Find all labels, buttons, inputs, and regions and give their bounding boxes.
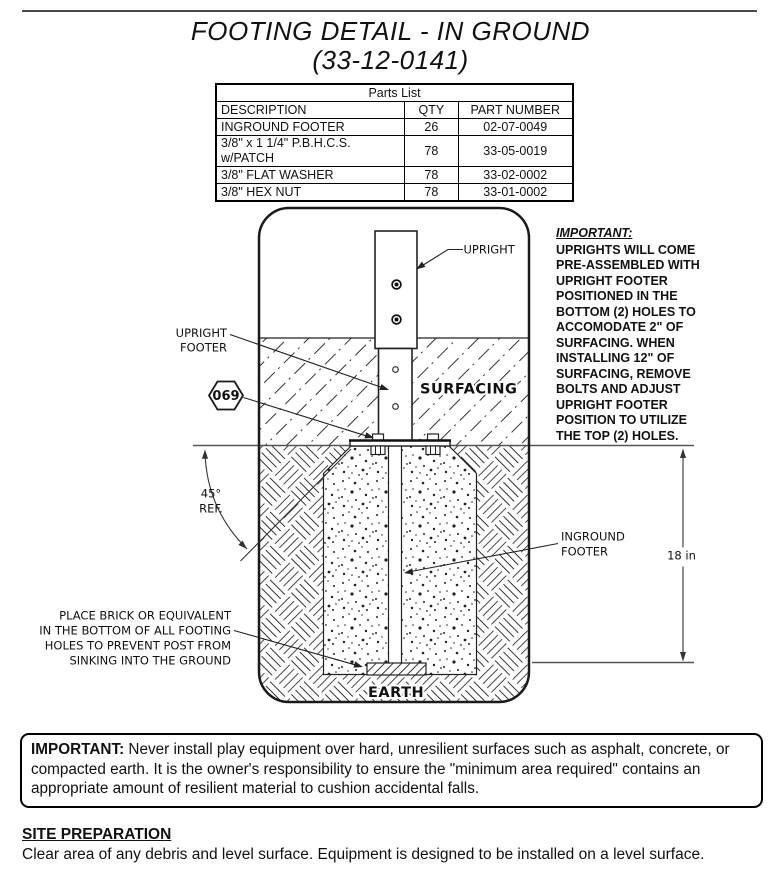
warning-text: Never install play equipment over hard, unresilient surfaces such as asphalt, concrete, or compacted earth. It is the owner's responsibility to ensure the "minimum area required" contains an appropriate amount of resilient material to cushion accidental falls.: [31, 741, 730, 797]
important-note-line: INSTALLING 12" OF: [556, 351, 675, 365]
surfacing-label: SURFACING: [420, 381, 518, 398]
angle-label-line2: REF.: [199, 501, 223, 516]
brick-note-line1: PLACE BRICK OR EQUIVALENT: [59, 608, 231, 623]
important-note-line: UPRIGHTS WILL COME: [556, 242, 696, 257]
page-subtitle: (33-12-0141): [312, 45, 469, 75]
table-cell-description: 3/8" x 1 1/4" P.B.H.C.S. w/PATCH: [216, 136, 405, 167]
important-note-line: POSITIONED IN THE: [556, 289, 678, 303]
upright-leader: [416, 250, 463, 270]
table-cell-part-number: 33-01-0002: [458, 184, 573, 202]
warning-label: IMPORTANT:: [31, 741, 125, 758]
upright-footer-part: [379, 349, 413, 446]
table-cell-qty: 78: [405, 184, 458, 202]
important-note-line: BOTTOM (2) HOLES TO: [556, 304, 696, 319]
upright-footer-label-line1: UPRIGHT: [175, 326, 227, 340]
important-note-line: SURFACING. WHEN: [556, 335, 675, 350]
important-note-line: BOLTS AND ADJUST: [556, 382, 681, 396]
important-note-line: ACCOMODATE 2" OF: [556, 320, 684, 334]
table-cell-qty: 78: [405, 136, 458, 167]
column-header-qty: QTY: [405, 102, 458, 119]
inground-footer-label-line1: INGROUND: [561, 529, 625, 544]
site-preparation-body: Clear area of any debris and level surface. Equipment is designed to be installed on a level surface.: [22, 846, 705, 863]
table-cell-part-number: 33-02-0002: [458, 167, 573, 184]
important-note-line: UPRIGHT FOOTER: [556, 397, 668, 412]
table-cell-description: INGROUND FOOTER: [216, 119, 405, 136]
table-title: Parts List: [216, 84, 573, 102]
depth-dimension-label: 18 in: [667, 548, 696, 563]
angle-label-line1: 45°: [200, 486, 222, 501]
table-cell-description: 3/8" FLAT WASHER: [216, 167, 405, 184]
important-note-line: PRE-ASSEMBLED WITH: [556, 258, 700, 272]
page-title: FOOTING DETAIL - IN GROUND: [190, 16, 591, 46]
table-cell-qty: 26: [405, 119, 458, 136]
warning-box: [20, 733, 763, 808]
important-note-line: UPRIGHT FOOTER: [556, 273, 668, 288]
upright-post: [375, 231, 417, 349]
column-header-part-number: PART NUMBER: [458, 102, 573, 119]
upright-footer-label-line2: FOOTER: [180, 340, 227, 355]
brick-note-line3: HOLES TO PREVENT POST FROM: [44, 638, 231, 653]
important-note: [556, 226, 708, 444]
inground-footer-label-line2: FOOTER: [561, 544, 608, 559]
important-note-line: POSITION TO UTILIZE: [556, 413, 688, 427]
column-header-description: DESCRIPTION: [216, 102, 405, 119]
table-cell-part-number: 02-07-0049: [458, 119, 573, 136]
table-cell-description: 3/8" HEX NUT: [216, 184, 405, 202]
earth-label: EARTH: [368, 685, 425, 701]
brick-hatch: [367, 663, 426, 675]
table-cell-part-number: 33-05-0019: [458, 136, 573, 167]
site-preparation-heading: SITE PREPARATION: [22, 826, 172, 843]
important-note-line: THE TOP (2) HOLES.: [556, 428, 679, 443]
important-note-title: IMPORTANT:: [556, 226, 633, 240]
brick-note-line2: IN THE BOTTOM OF ALL FOOTING: [39, 623, 231, 638]
balloon-number: 069: [212, 389, 240, 404]
upright-label: UPRIGHT: [463, 242, 515, 257]
important-note-line: SURFACING, REMOVE: [556, 366, 691, 381]
brick-note-line4: SINKING INTO THE GROUND: [69, 653, 231, 668]
footer-tube: [389, 446, 402, 664]
table-cell-qty: 78: [405, 167, 458, 184]
